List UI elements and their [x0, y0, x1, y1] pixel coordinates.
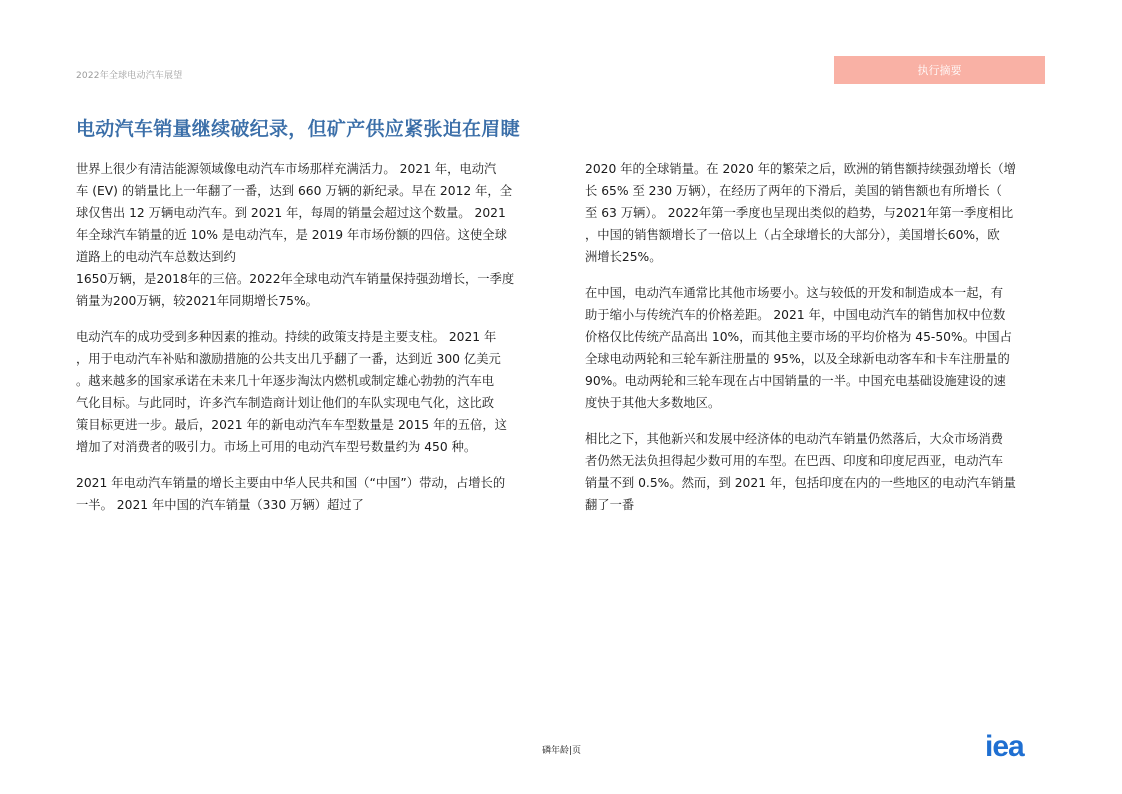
paragraph: 2021 年电动汽车销量的增长主要由中华人民共和国（“中国”）带动，占增长的 一半。 2021 年中国的汽车销量（330 万辆）超过了 — [76, 476, 506, 512]
right-column — [585, 158, 1051, 530]
paragraph: 相比之下，其他新兴和发展中经济体的电动汽车销量仍然落后，大众市场消费 者仍然无法负担得起少数可用的车型。在巴西、印度和印度尼西亚，电动汽车 销量不到 0.5%。然而，到 2021 年，包括印度在内的一些地区的电动汽车销量 翻了一番 — [585, 432, 1016, 512]
report-name: 2022年全球电动汽车展望 — [76, 71, 183, 81]
paragraph: 电动汽车的成功受到多种因素的推动。持续的政策支持是主要支柱。 2021 年 ，用于电动汽车补贴和激励措施的公共支出几乎翻了一番，达到近 300 亿美元 。越来越多的国家承诺在未来几十年逐步淘汰内燃机或制定雄心勃勃的汽车电 气化目标。与此同时，许多汽车制造商计划让他们的车队实现电气化，这比政 策目标更进一步。最后，2021 年的新电动汽车车型数量是 2015 年的五倍，这 增加了对消费者的吸引力。市场上可用的电动汽车型号数量约为 450 种。 — [76, 330, 507, 454]
page-number: 磷年龄|页 — [542, 746, 582, 756]
iea-logo-icon — [985, 733, 1047, 759]
section-tab[interactable]: 执行摘要 — [834, 56, 1045, 84]
logo-text: iea — [985, 733, 1024, 759]
paragraph: 世界上很少有清洁能源领域像电动汽车市场那样充满活力。 2021 年，电动汽 车 (EV) 的销量比上一年翻了一番，达到 660 万辆的新纪录。早在 2012 年，全 球仅售出 12 万辆电动汽车。到 2021 年，每周的销量会超过这个数量。 2021 年全球汽车销量的近 10% 是电动汽车，是 2019 年市场份额的四倍。这使全球 道路上的电动汽车总数达到约 1650万辆，是2018年的三倍。2022年全球电动汽车销量保持强劲增长，一季度 销量为200万辆，较2021年同期增长75%。 — [76, 162, 515, 308]
paragraph: 在中国，电动汽车通常比其他市场要小。这与较低的开发和制造成本一起，有 助于缩小与传统汽车的价格差距。 2021 年，中国电动汽车的销售加权中位数 价格仅比传统产品高出 10%，而其他主要市场的平均价格为 45-50%。中国占 全球电动两轮和三轮车新注册量的 95%，以及全球新电动客车和卡车注册量的 90%。电动两轮和三轮车现在占中国销量的一半。中国充电基础设施建设的速 度快于其他大多数地区。 — [585, 286, 1012, 410]
left-column — [76, 158, 538, 530]
page-title: 电动汽车销量继续破纪录，但矿产供应紧张迫在眉睫 — [76, 118, 520, 140]
paragraph: 2020 年的全球销量。在 2020 年的繁荣之后，欧洲的销售额持续强劲增长（增 长 65% 至 230 万辆），在经历了两年的下滑后，美国的销售额也有所增长（ 至 63 万辆）。 2022年第一季度也呈现出类似的趋势，与2021年第一季度相比 ，中国的销售额增长了一倍以上（占全球增长的大部分），美国增长60%，欧 洲增长25%。 — [585, 162, 1016, 264]
